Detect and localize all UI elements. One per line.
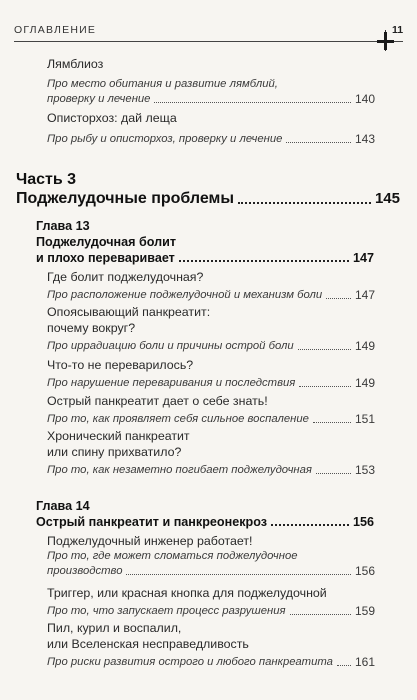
- page-ref: 156: [352, 515, 374, 529]
- toc-section-trigger[interactable]: [47, 585, 375, 619]
- part-label: Часть 3: [16, 171, 77, 188]
- leader-dots: [238, 202, 371, 204]
- section-title-line: или спину прихватило?: [47, 445, 182, 459]
- entry-description-row: [47, 92, 375, 107]
- section-title: Где болит поджелудочная?: [47, 270, 204, 284]
- leader-dots: [179, 260, 349, 262]
- section-description: Про риски развития острого и любого панкреатита: [47, 656, 333, 668]
- leader-dots: [126, 574, 350, 575]
- entry-description-row: [47, 132, 375, 147]
- section-description-row: [47, 655, 375, 670]
- toc-entry-opisthorchiasis[interactable]: [47, 110, 375, 147]
- chapter-title-row: [36, 514, 374, 530]
- section-title-line: или Вселенская несправедливость: [47, 637, 249, 651]
- section-title-line: Пил, курил и воспалил,: [47, 621, 182, 635]
- section-title: Что-то не переварилось?: [47, 358, 194, 372]
- entry-title: Лямблиоз: [47, 57, 104, 71]
- toc-section-pancreas-engineer[interactable]: [47, 533, 375, 579]
- section-title-line: Опоясывающий панкреатит:: [47, 305, 211, 319]
- chapter-title-line: Поджелудочная болит: [36, 235, 177, 249]
- section-description-line: производство: [47, 565, 123, 577]
- page-ref: 153: [354, 463, 375, 477]
- section-title-line: Хронический панкреатит: [47, 429, 190, 443]
- page-ref: 149: [354, 339, 375, 353]
- chapter-title-line: и плохо переваривает: [36, 251, 175, 265]
- leader-dots: [316, 473, 351, 474]
- entry-title: Описторхоз: дай леща: [47, 111, 177, 125]
- part-title-row: [16, 189, 400, 208]
- running-title: ОГЛАВЛЕНИЕ: [14, 24, 97, 36]
- section-description: Про то, как проявляет себя сильное воспаление: [47, 413, 309, 425]
- page-ref: 149: [354, 376, 375, 390]
- toc-chapter-13[interactable]: [36, 218, 374, 266]
- toc-part-3[interactable]: [16, 170, 400, 208]
- section-description: Про нарушение переваривания и последствия: [47, 377, 296, 389]
- entry-description-line: проверку и лечение: [47, 93, 151, 105]
- page-ref: 161: [354, 655, 375, 669]
- section-description: Про то, как незаметно погибает поджелудочная: [47, 464, 312, 476]
- page-ref: 159: [354, 604, 375, 618]
- leader-dots: [290, 614, 351, 615]
- leader-dots: [337, 665, 351, 666]
- toc-chapter-14[interactable]: [36, 498, 374, 530]
- chapter-title: Острый панкреатит и панкреонекроз: [36, 515, 267, 529]
- chapter-title-row: [36, 250, 374, 266]
- leader-dots: [326, 298, 351, 299]
- entry-description-line: Про место обитания и развитие лямблий,: [47, 78, 278, 90]
- section-title: Поджелудочный инженер работает!: [47, 534, 253, 548]
- page-ref: 145: [374, 190, 400, 207]
- toc-entry-lambliosis[interactable]: [47, 56, 375, 107]
- toc-section-girdle-pancreatitis[interactable]: [47, 304, 375, 354]
- toc-section-where-hurts[interactable]: [47, 269, 375, 303]
- page-ref: 156: [354, 564, 375, 578]
- section-description: Про расположение поджелудочной и механизм боли: [47, 289, 323, 301]
- section-description-row: [47, 288, 375, 303]
- section-description-row: [47, 412, 375, 427]
- toc-section-chronic-pancreatitis[interactable]: [47, 428, 375, 478]
- page-number: 11: [392, 24, 404, 36]
- section-description-row: [47, 604, 375, 619]
- page-ref: 143: [354, 132, 375, 146]
- chapter-label: Глава 13: [36, 219, 90, 233]
- toc-section-drank-smoked[interactable]: [47, 620, 375, 670]
- toc-section-acute-pancreatitis[interactable]: [47, 393, 375, 427]
- crosshair-mark-vertical: [384, 32, 387, 50]
- leader-dots: [154, 102, 350, 103]
- entry-description: Про рыбу и описторхоз, проверку и лечение: [47, 133, 283, 145]
- section-description: Про иррадиацию боли и причины острой боли: [47, 340, 294, 352]
- leader-dots: [298, 349, 351, 350]
- leader-dots: [299, 386, 351, 387]
- header-rule: [14, 41, 403, 42]
- entry-description: [47, 77, 375, 107]
- chapter-label: Глава 14: [36, 499, 90, 513]
- page-ref: 147: [352, 251, 374, 265]
- section-description-row: [47, 376, 375, 391]
- page-ref: 151: [354, 412, 375, 426]
- section-description-row: [47, 564, 375, 579]
- part-title: Поджелудочные проблемы: [16, 190, 235, 207]
- page-ref: 140: [354, 92, 375, 106]
- leader-dots: [271, 524, 349, 526]
- page-ref: 147: [354, 288, 375, 302]
- section-title-line: почему вокруг?: [47, 321, 136, 335]
- section-title: Триггер, или красная кнопка для поджелудочной: [47, 586, 327, 600]
- page-header: [0, 0, 417, 50]
- section-description-row: [47, 339, 375, 354]
- section-description-line: Про то, где может сломаться поджелудочное: [47, 550, 298, 562]
- section-title: Острый панкреатит дает о себе знать!: [47, 394, 268, 408]
- leader-dots: [313, 422, 351, 423]
- section-description: Про то, что запускает процесс разрушения: [47, 605, 286, 617]
- section-description-row: [47, 463, 375, 478]
- toc-section-not-digested[interactable]: [47, 357, 375, 391]
- leader-dots: [286, 142, 351, 143]
